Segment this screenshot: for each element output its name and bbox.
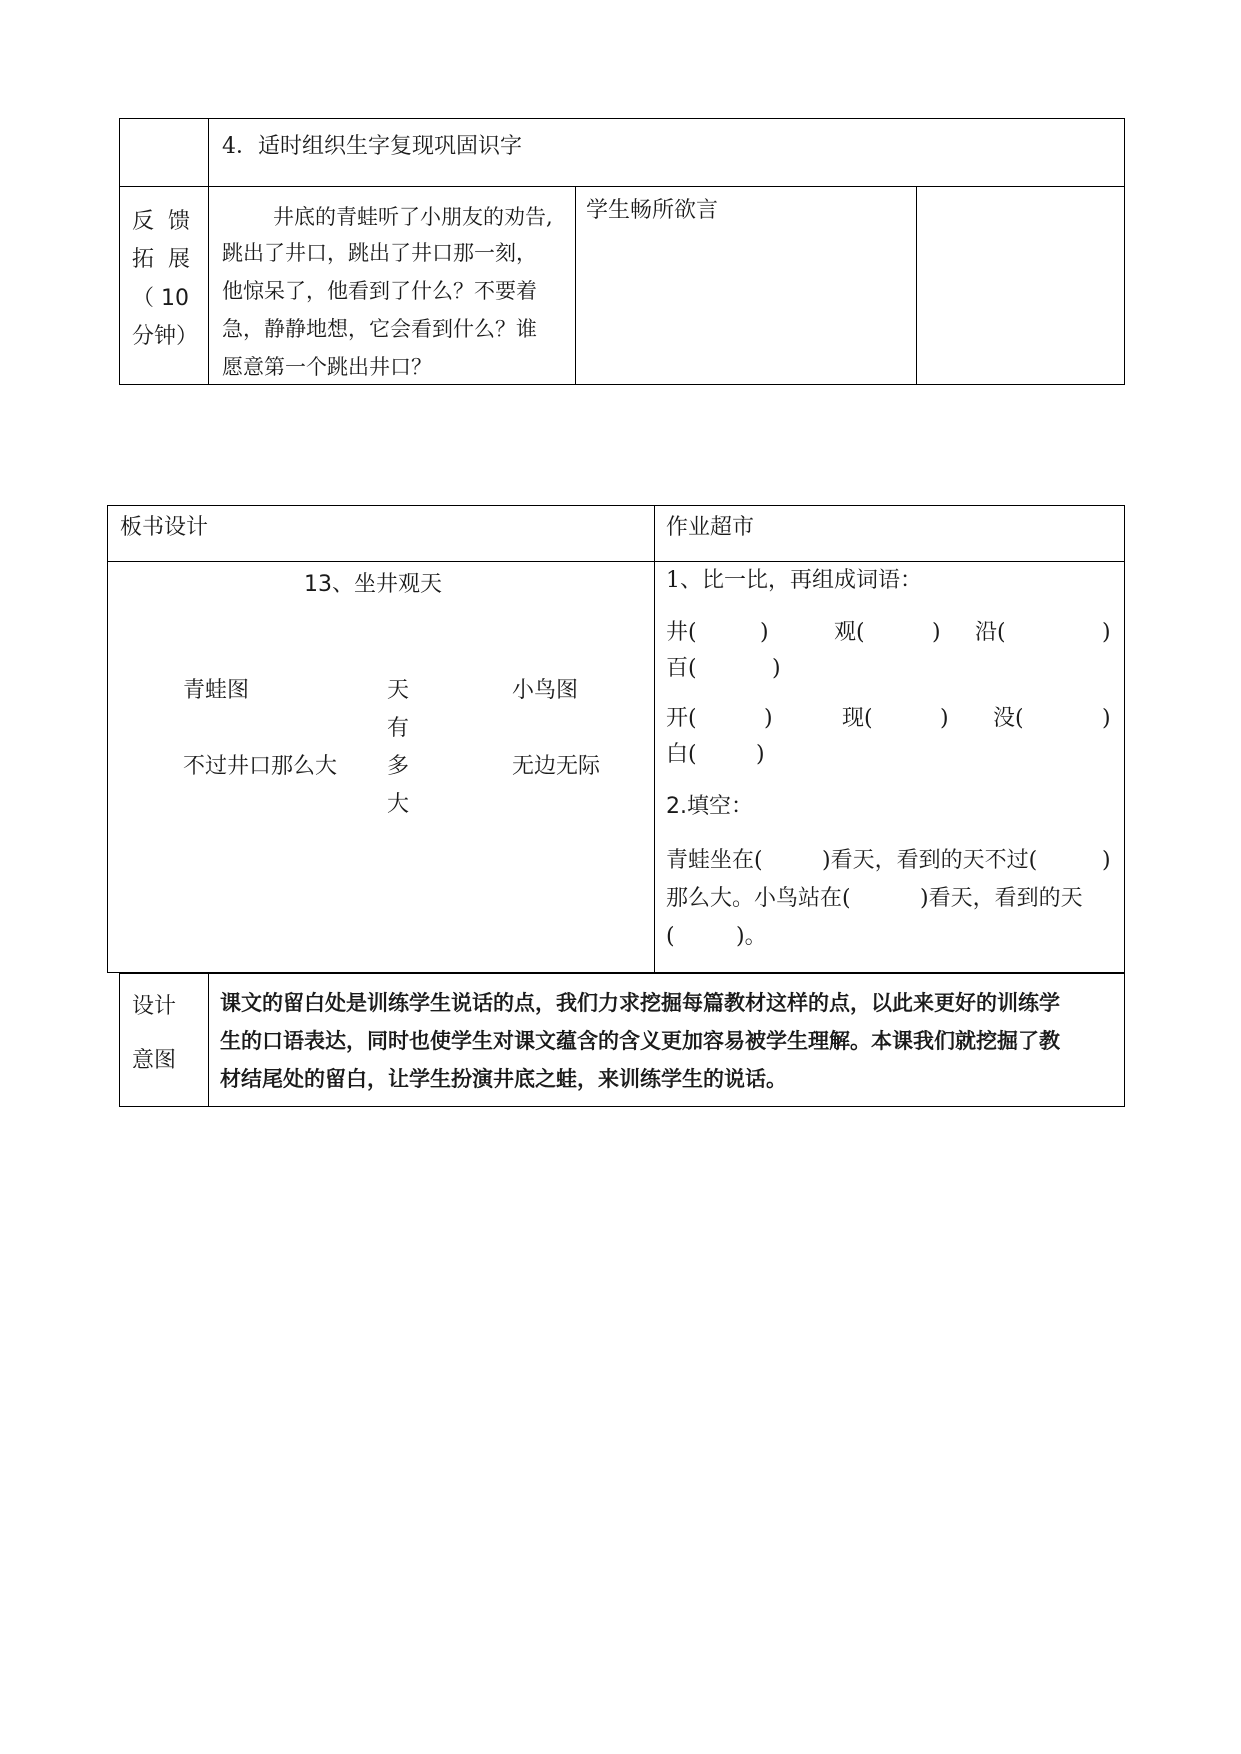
board-right-bird: 小鸟图 [512, 678, 579, 703]
table-1-col-divider-3 [916, 186, 917, 385]
hw-fill-2: )看天，看到的天不过( [822, 848, 1038, 873]
board-title: 13、坐井观天 [304, 572, 442, 597]
hw-bracket-close: ) [940, 706, 949, 731]
board-design-header: 板书设计 [120, 515, 209, 540]
hw-bracket-close: ) [756, 742, 765, 767]
hw-bracket-close: ) [772, 656, 781, 681]
hw-bracket-close: ) [1102, 620, 1111, 645]
teacher-line-4: 急，静静地想，它会看到什么？谁 [222, 317, 537, 341]
stage-label-line-1: 反 馈 [132, 209, 190, 234]
teacher-line-1: 井底的青蛙听了小朋友的劝告, [273, 205, 553, 229]
design-intent-line-1: 课文的留白处是训练学生说话的点，我们力求挖掘每篇教材这样的点，以此来更好的训练学 [220, 990, 1060, 1015]
hw-fill-6: ( [666, 924, 675, 949]
stage-label-line-3: （ 10 [132, 286, 189, 311]
hw-word-yan: 沿( [975, 620, 1006, 645]
hw-bracket-close: ) [764, 706, 773, 731]
hw-fill-5: )看天，看到的天 [920, 886, 1083, 911]
hw-bracket-close: ) [1102, 706, 1111, 731]
design-intent-line-3: 材结尾处的留白，让学生扮演井底之蛙，来训练学生的说话。 [220, 1066, 787, 1091]
table-1-col-divider [208, 118, 209, 385]
homework-q1: 1、比一比，再组成词语： [666, 568, 922, 593]
table-2-header-divider [107, 561, 1125, 562]
design-intent-label-2: 意图 [132, 1048, 177, 1073]
stage-label-line-2: 拓 展 [132, 247, 190, 272]
student-activity-text: 学生畅所欲言 [586, 198, 719, 223]
hw-word-kai: 开( [666, 706, 697, 731]
teacher-line-2: 跳出了井口，跳出了井口那一刻， [222, 241, 537, 265]
homework-q2: 2.填空： [666, 794, 753, 819]
board-mid-3: 多 [387, 754, 410, 779]
board-left-well: 不过井口那么大 [183, 754, 338, 779]
homework-header: 作业超市 [666, 515, 755, 540]
step-4-text: 4．适时组织生字复现巩固识字 [222, 134, 522, 159]
hw-bracket-close: ) [760, 620, 769, 645]
table-1-row-divider [119, 186, 1125, 187]
hw-word-jing: 井( [666, 620, 697, 645]
hw-word-bai2: 白( [666, 742, 697, 767]
teacher-line-3: 他惊呆了，他看到了什么？不要着 [222, 279, 537, 303]
table-1-col-divider-2 [575, 186, 576, 385]
board-right-endless: 无边无际 [512, 754, 601, 779]
stage-label-line-4: 分钟） [132, 324, 199, 349]
hw-fill-7: )。 [736, 924, 767, 949]
hw-word-bai: 百( [666, 656, 697, 681]
board-mid-1: 天 [387, 678, 410, 703]
hw-word-guan: 观( [834, 620, 865, 645]
table-3-col-divider [208, 973, 209, 1107]
table-2-col-divider [654, 505, 655, 973]
teacher-line-5: 愿意第一个跳出井口？ [222, 355, 432, 379]
board-left-frog: 青蛙图 [183, 678, 250, 703]
hw-word-xian: 现( [842, 706, 873, 731]
hw-fill-4: 那么大。小鸟站在( [666, 886, 851, 911]
hw-bracket-close: ) [932, 620, 941, 645]
design-intent-line-2: 生的口语表达，同时也使学生对课文蕴含的含义更加容易被学生理解。本课我们就挖掘了教 [220, 1028, 1060, 1053]
hw-fill-1: 青蛙坐在( [666, 848, 763, 873]
board-mid-4: 大 [387, 792, 410, 817]
hw-fill-3: ) [1102, 848, 1111, 873]
design-intent-label-1: 设计 [132, 994, 177, 1019]
hw-word-mei: 没( [993, 706, 1024, 731]
board-mid-2: 有 [387, 716, 410, 741]
